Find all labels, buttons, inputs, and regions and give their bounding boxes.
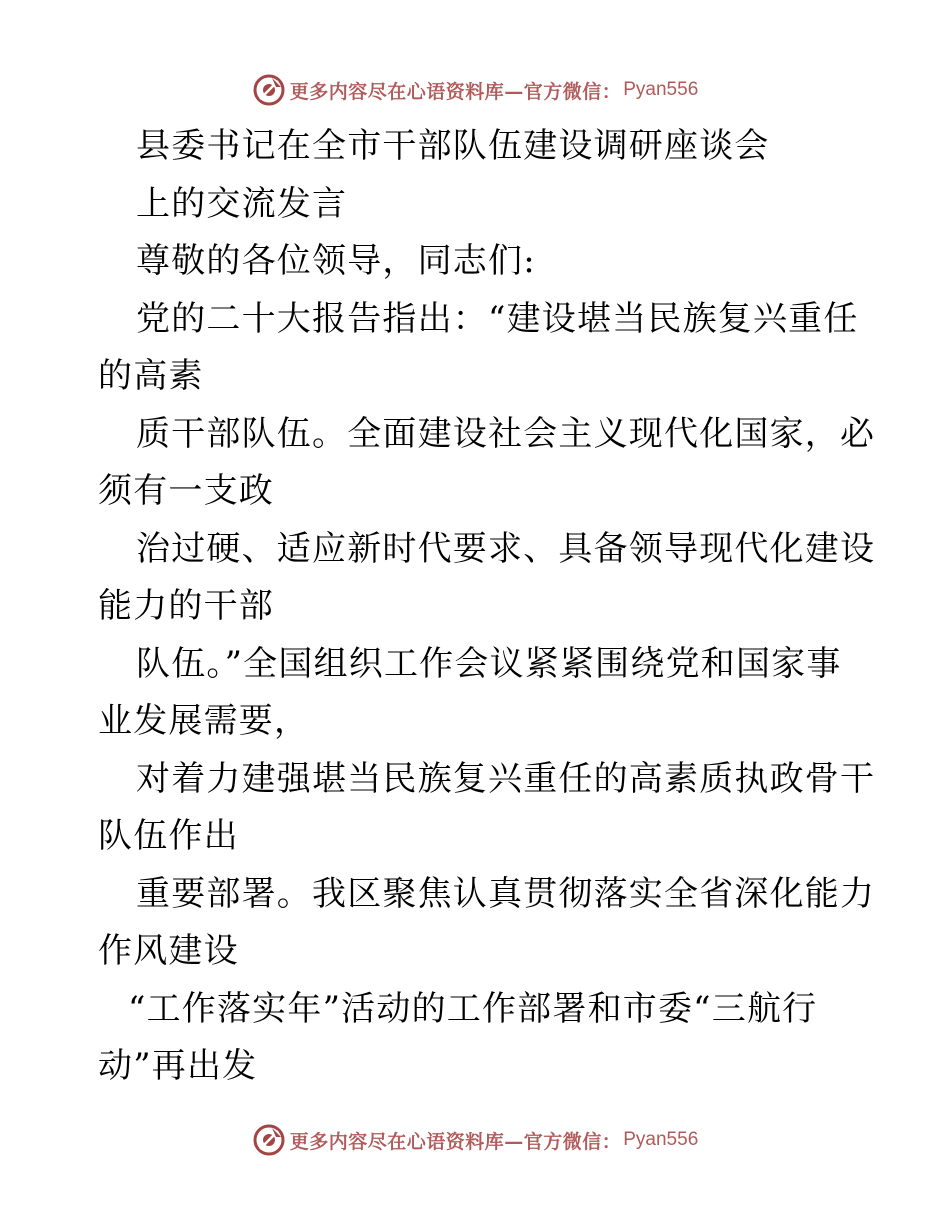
body-line: 动”再出发	[98, 1046, 258, 1086]
watermark-logo-icon	[252, 73, 286, 107]
header-watermark	[0, 70, 950, 110]
watermark-text: 更多内容尽在心语资料库—官方微信：	[289, 80, 622, 103]
watermark-wechat-id: Pyan556	[623, 79, 699, 100]
body-line: 业发展需要，	[98, 701, 310, 741]
body-line: 须有一支政	[98, 471, 274, 511]
salutation: 尊敬的各位领导，同志们:	[136, 241, 536, 281]
body-line: 作风建设	[98, 931, 239, 971]
body-line: 对着力建强堪当民族复兴重任的高素质执政骨干	[136, 758, 876, 799]
body-line: 党的二十大报告指出：“建设堪当民族复兴重任	[136, 298, 859, 339]
body-line: 队伍。”全国组织工作会议紧紧围绕党和国家事	[136, 643, 842, 684]
body-line: 治过硬、适应新时代要求、具备领导现代化建设	[136, 528, 876, 569]
watermark-wechat-id: Pyan556	[623, 1129, 699, 1150]
watermark-logo-icon	[252, 1123, 286, 1157]
document-title-line-2: 上的交流发言	[136, 183, 348, 224]
body-line: 的高素	[98, 356, 204, 396]
body-line: 能力的干部	[98, 586, 274, 626]
body-line: “工作落实年”活动的工作部署和市委“三航行	[128, 988, 818, 1029]
footer-watermark	[0, 1120, 950, 1160]
body-line: 队伍作出	[98, 816, 239, 856]
body-line: 重要部署。我区聚焦认真贯彻落实全省深化能力	[136, 873, 876, 914]
watermark-text: 更多内容尽在心语资料库—官方微信：	[289, 1130, 622, 1153]
document-body	[98, 118, 876, 1096]
body-line: 质干部队伍。全面建设社会主义现代化国家，必	[136, 413, 876, 454]
document-title-line-1: 县委书记在全市干部队伍建设调研座谈会	[136, 126, 770, 166]
